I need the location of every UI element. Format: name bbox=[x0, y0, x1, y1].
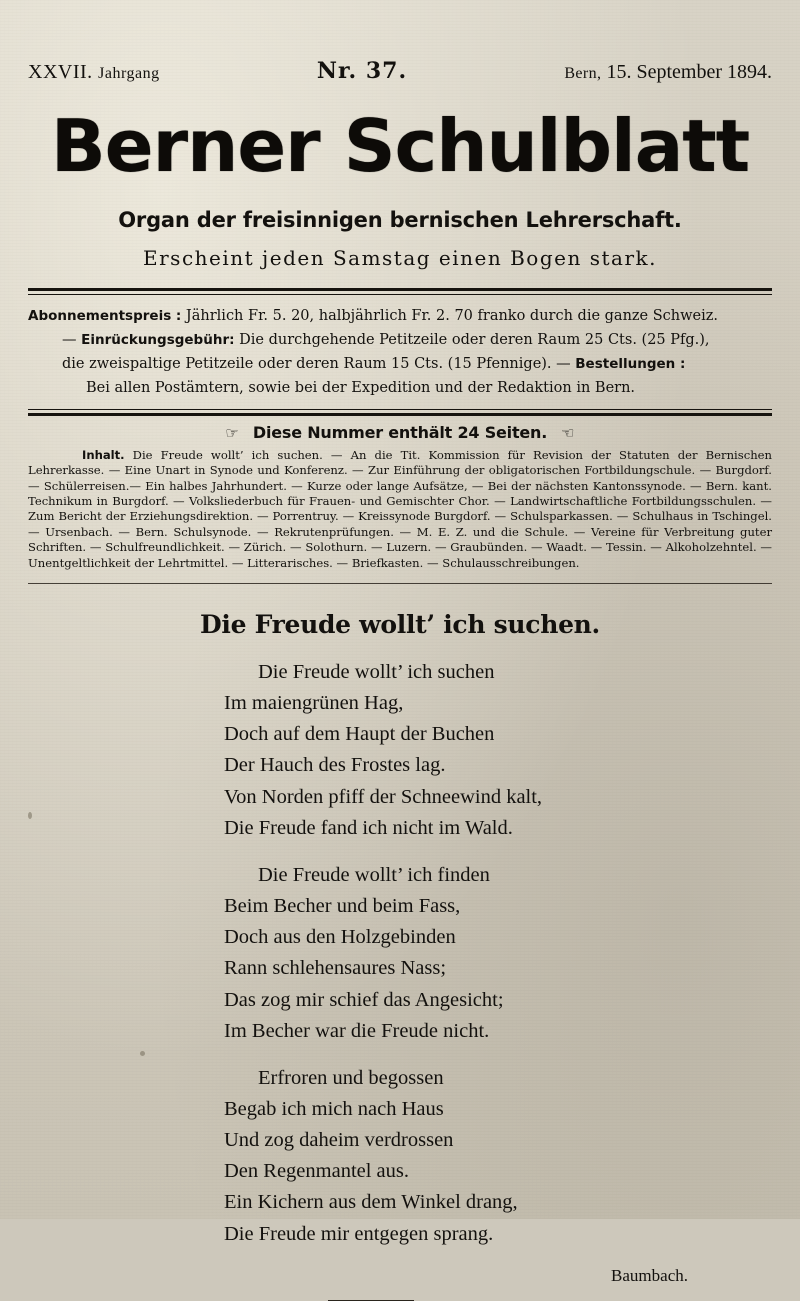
poem-line: Im Becher war die Freude nicht. bbox=[224, 1019, 490, 1042]
page-content bbox=[28, 0, 772, 1301]
poem-line: Und zog daheim verdrossen bbox=[224, 1129, 454, 1152]
table-of-contents bbox=[28, 448, 772, 571]
page-count-text: Diese Nummer enthält 24 Seiten. bbox=[252, 422, 548, 442]
article-title: Die Freude wollt’ ich suchen. bbox=[200, 609, 600, 639]
subscription-dash: — bbox=[62, 331, 77, 348]
masthead-tagline: Erscheint jeden Samstag einen Bogen stark. bbox=[143, 246, 657, 270]
subscription-price-label: Abonnementspreis : bbox=[28, 308, 182, 324]
poem-line: Im maiengrünen Hag, bbox=[224, 692, 404, 715]
poem-body bbox=[28, 657, 772, 1250]
subscription-line-3 bbox=[28, 353, 772, 377]
poem-line: Die Freude fand ich nicht im Wald. bbox=[224, 816, 513, 839]
poem-stanza bbox=[224, 1063, 772, 1250]
poem-line: Die Freude wollt’ ich finden bbox=[258, 863, 490, 886]
insertion-fee-text: Die durchgehende Petitzeile oder deren Raum 25 Cts. (25 Pfg.), bbox=[234, 331, 710, 348]
place-label: Bern, bbox=[564, 65, 602, 82]
subscription-line-2 bbox=[28, 329, 772, 353]
poem-line: Erfroren und begossen bbox=[258, 1066, 444, 1089]
poem-line: Doch auf dem Haupt der Buchen bbox=[224, 723, 495, 746]
place-and-date bbox=[564, 61, 772, 84]
orders-label: Bestellungen : bbox=[575, 355, 686, 372]
poem-line: Von Norden pfiff der Schneewind kalt, bbox=[224, 785, 543, 808]
page-title: Berner Schulblatt bbox=[50, 104, 750, 188]
divider-double-top bbox=[28, 288, 772, 295]
contents-text: Die Freude wollt’ ich suchen. — An die Tit. Kommission für Revision der Statuten der Bernischen Lehrerkasse. — Eine Unart in Synode und Konferenz. — Zur Einführung der obligatorischen Fortbildungschule. — Burgdorf. — Schülerreisen.— Ein halbes Jahrhundert. — Kurze oder lange Aufsätze, — Bei der nächsten Kantonssynode. — Bern. kant. Technikum in Burgdorf. — Volksliederbuch für Frauen- und Gemischter Chor. — Landwirtschaftliche Fortbildungsschulen. — Zum Bericht der Erziehungsdirektion. — Porrentruy. — Kreissynode Burgdorf. — Schulsparkassen. — Schulhaus in Tschingel. — Ursenbach. — Bern. Schulsynode. — Rekrutenprüfungen. — M. E. Z. und die Schule. — Vereine für Verbreitung guter Schriften. — Schulfreundlichkeit. — Zürich. — Solothurn. — Luzern. — Graubünden. — Waadt. — Tessin. — Alkoholzehntel. — Unentgeltlichkeit der Lehrtmittel. — Litterarisches. — Briefkasten. — Schulausschreibungen. bbox=[28, 447, 772, 570]
poem-line: Rann schlehensaures Nass; bbox=[224, 957, 447, 980]
poem-line: Die Freude mir entgegen sprang. bbox=[224, 1222, 494, 1245]
paper-speck bbox=[140, 1051, 145, 1056]
poem-line: Die Freude wollt’ ich suchen bbox=[258, 660, 495, 683]
masthead-subtitle: Organ der freisinnigen bernischen Lehrerschaft. bbox=[118, 208, 682, 232]
article-author: Baumbach. bbox=[611, 1265, 688, 1285]
paper-speck bbox=[28, 812, 32, 819]
subscription-line-4: Bei allen Postämtern, sowie bei der Expedition und der Redaktion in Bern. bbox=[86, 379, 636, 396]
insertion-fee-text-2: die zweispaltige Petitzeile oder deren Raum 15 Cts. (15 Pfennige). — bbox=[62, 355, 571, 372]
poem-line: Ein Kichern aus dem Winkel drang, bbox=[224, 1191, 518, 1214]
poem-line: Doch aus den Holzgebinden bbox=[224, 926, 456, 949]
poem-line: Den Regenmantel aus. bbox=[224, 1160, 410, 1183]
divider-section bbox=[28, 583, 772, 584]
masthead-topline bbox=[28, 0, 772, 84]
poem-line: Begab ich mich nach Haus bbox=[224, 1097, 444, 1120]
volume-label: Jahrgang bbox=[98, 65, 160, 82]
poem-line: Der Hauch des Frostes lag. bbox=[224, 754, 446, 777]
date-label: 15. September 1894. bbox=[606, 61, 772, 83]
poem-line: Beim Becher und beim Fass, bbox=[224, 895, 461, 918]
volume-info bbox=[28, 61, 160, 84]
volume-number: XXVII. bbox=[28, 61, 93, 83]
contents-label: Inhalt. bbox=[82, 447, 125, 462]
pointing-hand-right-icon: ☞ bbox=[225, 423, 239, 442]
poem-stanza bbox=[224, 657, 772, 844]
divider-double-bottom bbox=[28, 409, 772, 416]
pointing-hand-left-icon: ☜ bbox=[561, 423, 575, 442]
insertion-fee-label: Einrückungsgebühr: bbox=[81, 331, 235, 348]
subscription-block bbox=[28, 305, 772, 401]
subscription-price-text: Jährlich Fr. 5. 20, halbjährlich Fr. 2. 70 franko durch die ganze Schweiz. bbox=[181, 308, 719, 324]
issue-number: Nr. 37. bbox=[316, 58, 408, 84]
poem-stanza bbox=[224, 860, 772, 1047]
poem-line: Das zog mir schief das Angesicht; bbox=[224, 988, 504, 1011]
subscription-line-1 bbox=[28, 305, 772, 329]
issue-page-count-notice bbox=[28, 423, 772, 442]
